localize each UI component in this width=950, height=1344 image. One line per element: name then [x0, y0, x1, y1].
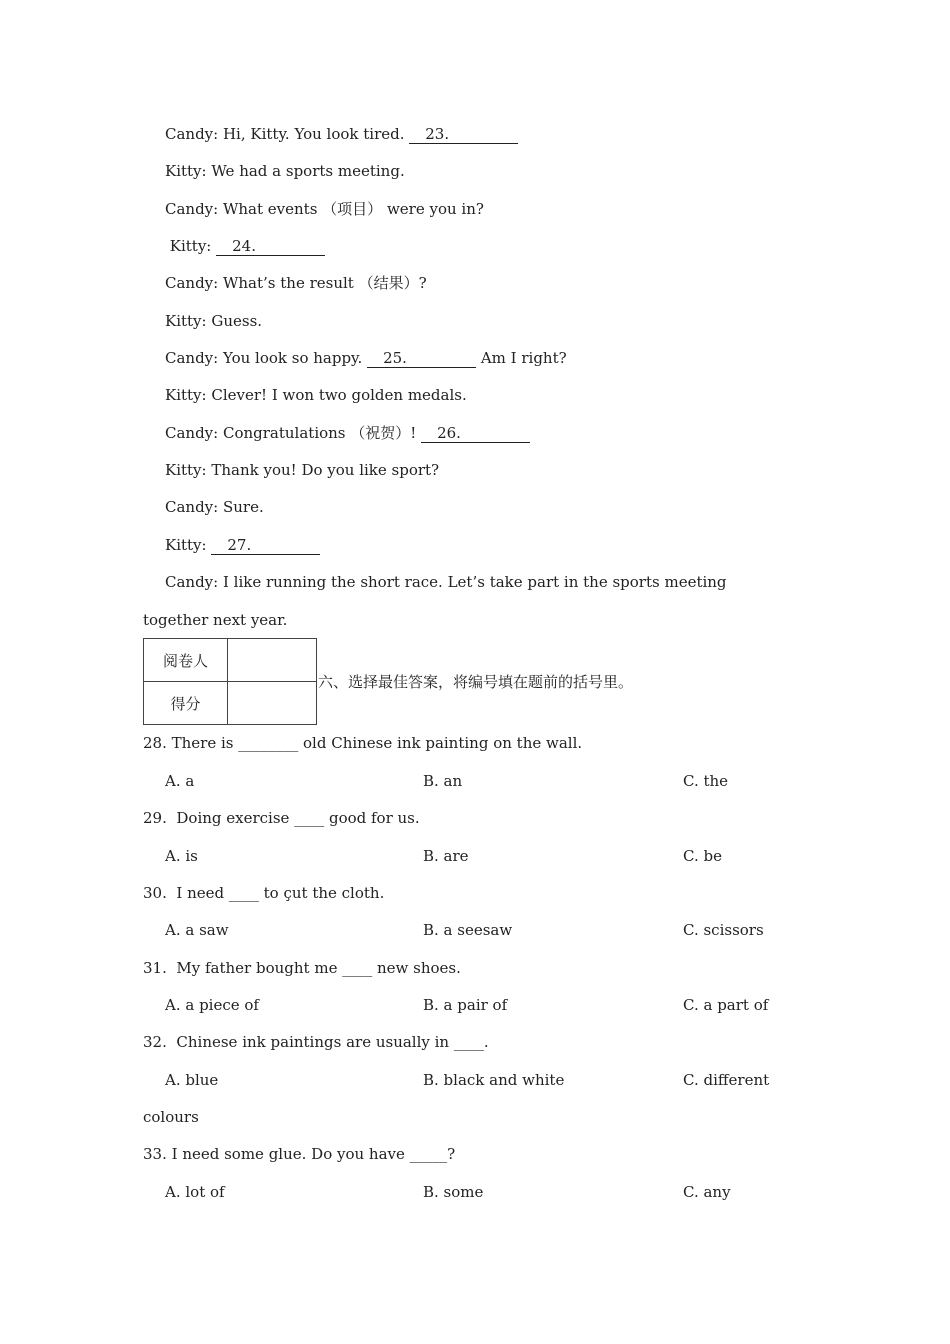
question-30: 30. I need ____ to çut the cloth. — [143, 884, 385, 902]
dialogue-line-26 — [165, 423, 530, 443]
option-a[interactable]: A. a piece of — [165, 996, 259, 1014]
option-b[interactable]: B. some — [423, 1183, 484, 1201]
answer-blank-27[interactable]: 27. — [211, 536, 320, 555]
dialogue-line-25 — [165, 348, 567, 368]
dialogue-text: Candy: You look so happy. — [165, 349, 368, 367]
dialogue-text: Kitty: Thank you! Do you like sport? — [165, 461, 440, 479]
dialogue-text: Kitty: We had a sports meeting. — [165, 162, 405, 180]
dialogue-text: Candy: Congratulations （祝贺）! — [165, 424, 422, 442]
dialogue-text: Candy: Sure. — [165, 498, 264, 516]
option-c[interactable]: C. different — [683, 1071, 770, 1089]
option-b[interactable]: B. black and white — [423, 1071, 565, 1089]
dialogue-text: Kitty: — [165, 237, 217, 255]
option-c[interactable]: C. the — [683, 772, 729, 790]
dialogue-line — [165, 460, 439, 480]
answer-blank-26[interactable]: 26. — [421, 424, 530, 443]
question-29: 29. Doing exercise ____ good for us. — [143, 809, 420, 827]
answer-blank-24[interactable]: 24. — [216, 237, 325, 256]
dialogue-text: Candy: I like running the short race. Let’s take part in the sports meeting — [165, 573, 727, 591]
dialogue-line — [165, 385, 467, 405]
dialogue-line-wrap: together next year. — [143, 611, 288, 629]
dialogue-text: Candy: What events （项目） were you in? — [165, 200, 484, 218]
score-label: 得分 — [144, 682, 228, 725]
dialogue-line-24 — [165, 236, 325, 256]
section-instruction: 六、选择最佳答案，将编号填在题前的括号里。 — [318, 673, 634, 691]
answer-blank-25[interactable]: 25. — [367, 349, 476, 368]
dialogue-text: Kitty: — [165, 536, 212, 554]
option-c[interactable]: C. be — [683, 847, 722, 865]
dialogue-text: Kitty: Guess. — [165, 312, 263, 330]
dialogue-line-27 — [165, 535, 320, 555]
answer-blank-23[interactable]: 23. — [409, 125, 518, 144]
dialogue-text: Candy: Hi, Kitty. You look tired. — [165, 125, 410, 143]
dialogue-line — [165, 161, 405, 181]
dialogue-line — [165, 199, 484, 219]
dialogue-line — [165, 273, 427, 293]
dialogue-text: Kitty: Clever! I won two golden medals. — [165, 386, 467, 404]
reviewer-label: 阅卷人 — [144, 639, 228, 682]
reviewer-field[interactable] — [228, 639, 317, 682]
option-b[interactable]: B. are — [423, 847, 469, 865]
option-c[interactable]: C. a part of — [683, 996, 769, 1014]
question-32: 32. Chinese ink paintings are usually in ____. — [143, 1033, 489, 1051]
option-c[interactable]: C. any — [683, 1183, 731, 1201]
dialogue-line — [165, 497, 264, 517]
dialogue-line — [165, 311, 262, 331]
dialogue-text: Candy: What’s the result （结果）? — [165, 274, 427, 292]
dialogue-text: Am I right? — [476, 349, 567, 367]
option-a[interactable]: A. a — [165, 772, 195, 790]
option-b[interactable]: B. a pair of — [423, 996, 508, 1014]
dialogue-line — [165, 572, 727, 592]
option-a[interactable]: A. a saw — [165, 921, 229, 939]
option-c[interactable]: C. scissors — [683, 921, 764, 939]
option-b[interactable]: B. a seesaw — [423, 921, 513, 939]
option-a[interactable]: A. is — [165, 847, 198, 865]
question-33: 33. I need some glue. Do you have _____? — [143, 1145, 456, 1163]
score-field[interactable] — [228, 682, 317, 725]
score-box — [143, 638, 317, 725]
question-31: 31. My father bought me ____ new shoes. — [143, 959, 461, 977]
option-b[interactable]: B. an — [423, 772, 463, 790]
option-c-wrap: colours — [143, 1108, 199, 1126]
question-28: 28. There is ________ old Chinese ink painting on the wall. — [143, 734, 583, 752]
option-a[interactable]: A. lot of — [165, 1183, 225, 1201]
dialogue-line-23 — [165, 124, 518, 144]
option-a[interactable]: A. blue — [165, 1071, 219, 1089]
